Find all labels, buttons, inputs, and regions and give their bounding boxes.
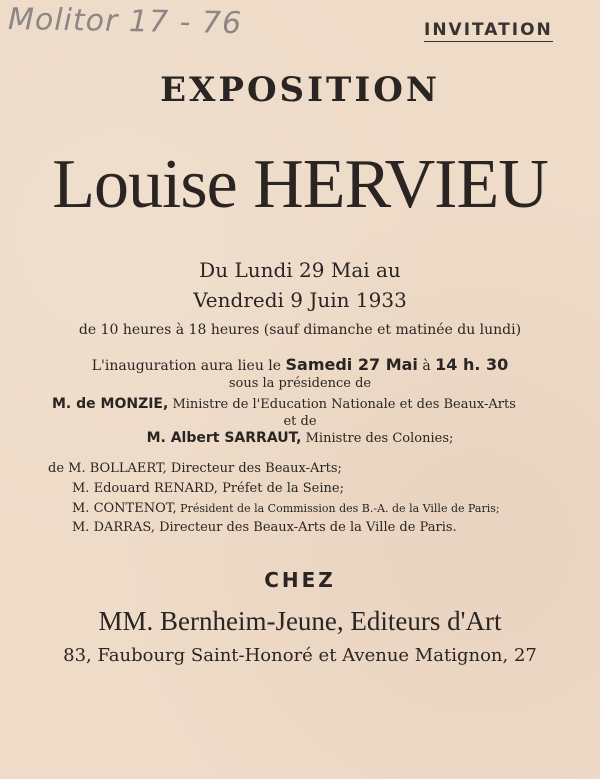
official-line: de M. BOLLAERT, Directeur des Beaux-Arts; xyxy=(48,461,342,476)
sarraut-title: Ministre des Colonies; xyxy=(301,431,454,446)
sarraut-name: M. Albert SARRAUT, xyxy=(146,430,302,446)
date-range-end: Vendredi 9 Juin 1933 xyxy=(193,288,407,312)
opening-hours: de 10 heures à 18 heures (sauf dimanche et matinée du lundi) xyxy=(78,322,522,338)
official-name: M. DARRAS, xyxy=(72,520,155,535)
official-line xyxy=(72,481,344,496)
chez-label: CHEZ xyxy=(264,568,336,592)
exposition-title: EXPOSITION xyxy=(160,70,440,110)
official-title: Préfet de la Seine; xyxy=(217,481,344,496)
sarraut-line xyxy=(0,430,600,446)
inauguration-prefix: L'inauguration aura lieu le xyxy=(91,358,286,374)
inauguration-time: 14 h. 30 xyxy=(435,355,509,374)
inauguration-date: Samedi 27 Mai xyxy=(285,355,418,374)
presidence-line: sous la présidence de xyxy=(228,376,372,391)
gallery-name: MM. Bernheim-Jeune, Editeurs d'Art xyxy=(98,606,502,636)
official-line xyxy=(72,520,457,535)
inauguration-line xyxy=(0,355,600,374)
handwritten-note: Molitor 17 - 76 xyxy=(7,1,243,42)
gallery-address: 83, Faubourg Saint-Honoré et Avenue Matignon, 27 xyxy=(63,645,537,666)
official-title: Directeur des Beaux-Arts; xyxy=(166,461,342,476)
invitation-label: INVITATION xyxy=(424,20,553,40)
official-name: M. Edouard RENARD, xyxy=(72,481,218,496)
monzie-name: M. de MONZIE, xyxy=(52,396,169,412)
monzie-line xyxy=(52,396,516,412)
official-title: Directeur des Beaux-Arts de la Ville de Paris. xyxy=(154,520,457,535)
inauguration-mid: à xyxy=(417,358,436,374)
et-de-line: et de xyxy=(283,414,317,429)
artist-name: Louise HERVIEU xyxy=(52,146,548,223)
monzie-title: Ministre de l'Education Nationale et des Beaux-Arts xyxy=(168,397,516,412)
official-line xyxy=(72,501,500,516)
date-range-start: Du Lundi 29 Mai au xyxy=(199,258,401,282)
official-name: M. BOLLAERT, xyxy=(68,461,167,476)
official-name: M. CONTENOT, xyxy=(72,501,177,516)
official-title: Président de la Commission des B.-A. de la Ville de Paris; xyxy=(176,502,500,515)
